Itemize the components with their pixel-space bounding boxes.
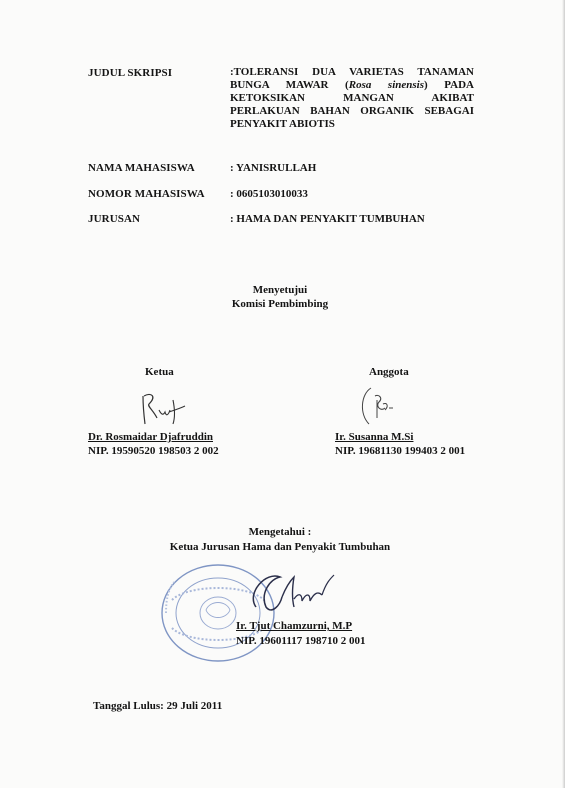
anggota-name: Ir. Susanna M.Si xyxy=(335,431,414,443)
ketua-nip: NIP. 19590520 198503 2 002 xyxy=(88,445,219,457)
ketua-role: Ketua xyxy=(145,366,174,378)
tanggal-lulus: Tanggal Lulus: 29 Juli 2011 xyxy=(93,700,223,712)
anggota-role: Anggota xyxy=(369,366,409,378)
judul-line-4: PERLAKUAN BAHAN ORGANIK SEBAGAI xyxy=(230,105,474,117)
nama-label: NAMA MAHASISWA xyxy=(88,162,195,174)
anggota-nip: NIP. 19681130 199403 2 001 xyxy=(335,445,466,457)
anggota-signature xyxy=(355,384,405,430)
ketua-signature xyxy=(135,388,195,430)
jurusan-value: : HAMA DAN PENYAKIT TUMBUHAN xyxy=(230,213,425,225)
judul-line-5: PENYAKIT ABIOTIS xyxy=(230,118,335,130)
judul-line-1: :TOLERANSI DUA VARIETAS TANAMAN xyxy=(230,66,474,78)
acknowledge-line-1: Mengetahui : xyxy=(248,526,312,538)
ketua-jurusan-nip: NIP. 19601117 198710 2 001 xyxy=(236,635,366,647)
approval-line-2: Komisi Pembimbing xyxy=(231,298,329,310)
judul-line-2: BUNGA MAWAR (Rosa sinensis) PADA xyxy=(230,79,474,91)
acknowledge-line-2: Ketua Jurusan Hama dan Penyakit Tumbuhan xyxy=(169,541,391,553)
judul-value xyxy=(230,66,474,131)
judul-line-3: KETOKSIKAN MANGAN AKIBAT xyxy=(230,92,474,104)
ketua-name: Dr. Rosmaidar Djafruddin xyxy=(88,431,213,443)
ketua-jurusan-signature xyxy=(236,563,336,623)
approval-line-1: Menyetujui xyxy=(252,284,308,296)
nomor-value: : 0605103010033 xyxy=(230,188,308,200)
nomor-label: NOMOR MAHASISWA xyxy=(88,188,205,200)
ketua-jurusan-name: Ir. Tjut Chamzurni, M.P xyxy=(236,620,353,632)
judul-label: JUDUL SKRIPSI xyxy=(88,67,173,79)
jurusan-label: JURUSAN xyxy=(88,213,141,225)
nama-value: : YANISRULLAH xyxy=(230,162,317,174)
